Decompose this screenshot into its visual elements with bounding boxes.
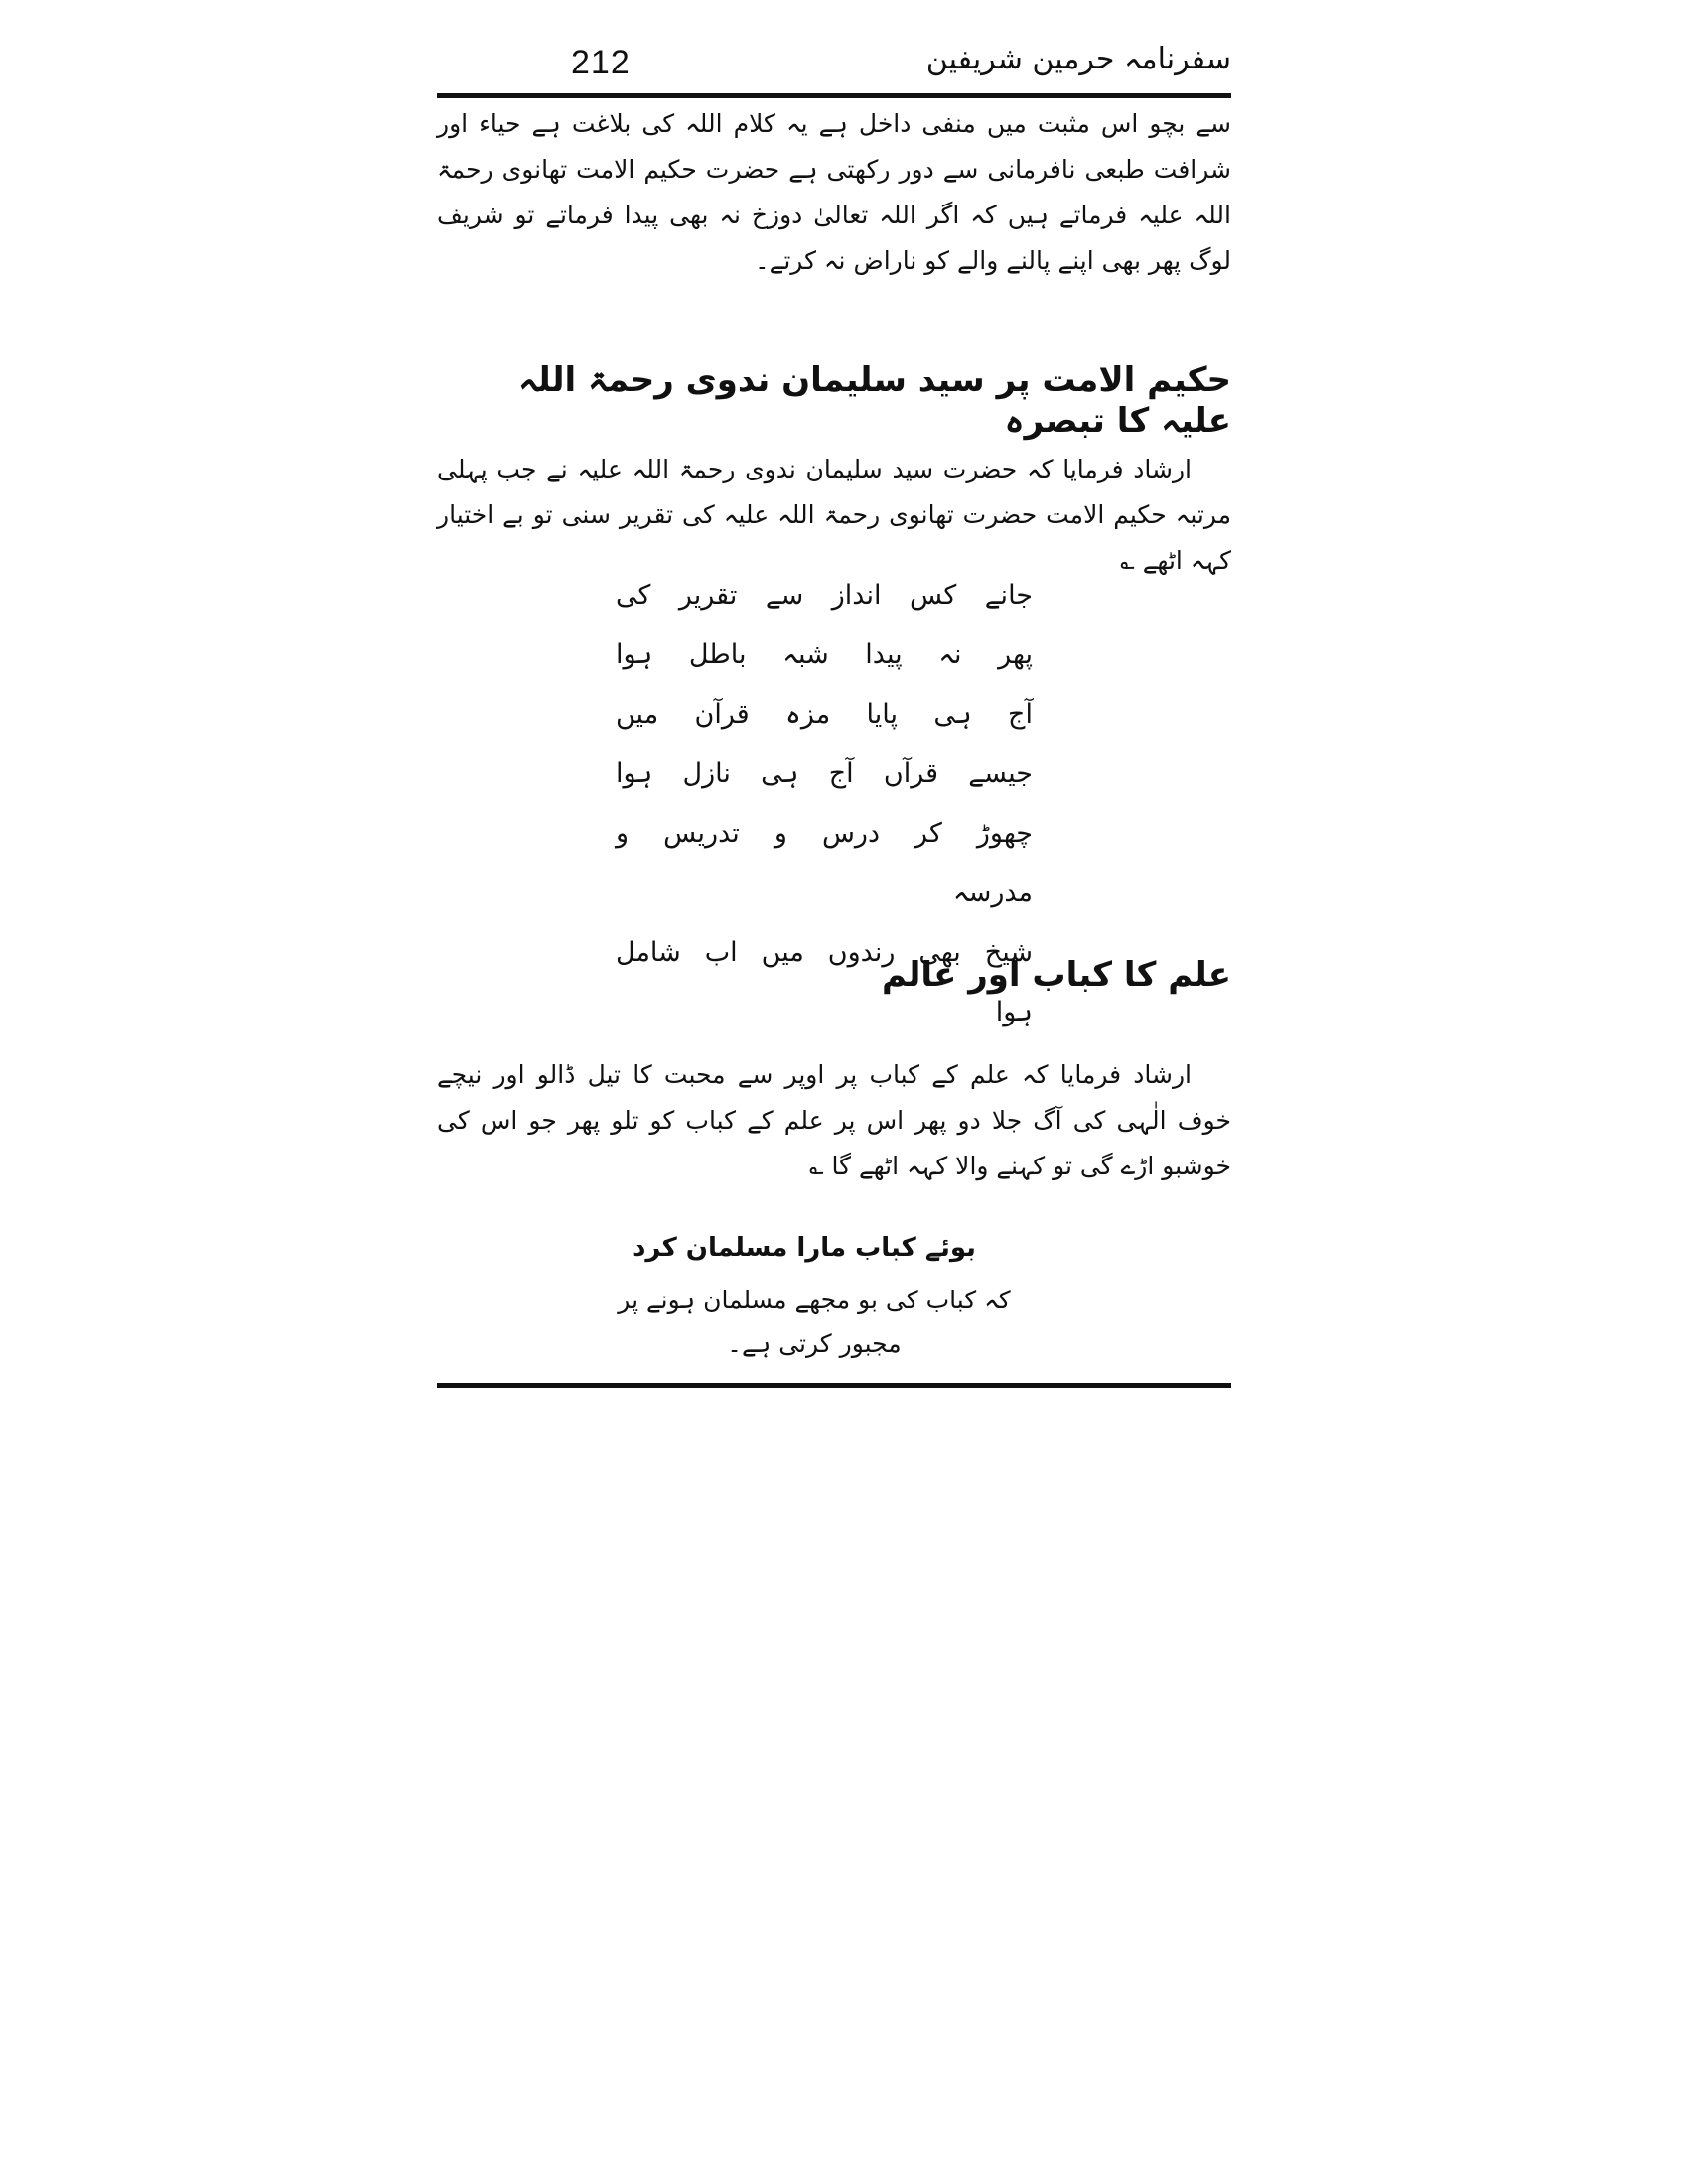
intro-paragraph: سے بچو اس مثبت میں منفی داخل ہے یہ کلام اللہ کی بلاغت ہے حیاء اور شرافت طبعی نافرمانی سے دور رکھتی ہے حضرت حکیم الامت تھانوی رحمۃ اللہ علیہ فرماتے ہیں کہ اگر اللہ تعالیٰ دوزخ نہ بھی پیدا فرماتے تو شریف لوگ پھر بھی اپنے پالنے والے کو ناراض نہ کرتے۔ xyxy=(437,109,1231,275)
footer-rule xyxy=(437,1383,1231,1388)
book-title: سفرنامہ حرمین شریفین xyxy=(925,42,1231,76)
book-page xyxy=(437,40,1231,1410)
page-number: 212 xyxy=(571,44,631,81)
kebab-paragraph: ارشاد فرمایا کہ علم کے کباب پر اوپر سے محبت کا تیل ڈالو اور نیچے خوف الٰہی کی آگ جلا دو پھر اس پر علم کے کباب کو تلو پھر جو اس کی خوشبو اڑے گی تو کہنے والا کہہ اٹھے گا ؎ xyxy=(437,1060,1231,1180)
persian-quote: بوئے کباب مارا مسلمان کرد xyxy=(633,1233,976,1263)
section-heading-nadvi-review: حکیم الامت پر سید سلیمان ندوی رحمۃ اللہ علیہ کا تبصرہ xyxy=(517,360,1231,441)
page-header xyxy=(437,40,1231,91)
poem-line: پھر نہ پیدا شبہ باطل ہوا xyxy=(616,639,1033,670)
poem-line: آج ہی پایا مزہ قرآن میں xyxy=(616,699,1033,730)
poem-line: چھوڑ کر درس و تدریس و مدرسہ xyxy=(616,818,1033,908)
header-rule xyxy=(437,93,1231,98)
poem-line: جانے کس انداز سے تقریر کی xyxy=(616,580,1033,611)
section-heading-knowledge-kebab: علم کا کباب اور عالم xyxy=(881,955,1231,995)
quote-translation: کہ کباب کی بو مجھے مسلمان ہونے پر مجبور کرتی ہے۔ xyxy=(618,1286,1011,1358)
poem-line: شیخ بھی رندوں میں اب شامل ہوا xyxy=(616,937,1033,1027)
poem-line: جیسے قرآں آج ہی نازل ہوا xyxy=(616,758,1033,789)
nadvi-paragraph: ارشاد فرمایا کہ حضرت سید سلیمان ندوی رحمۃ اللہ علیہ نے جب پہلی مرتبہ حکیم الامت حضرت تھانوی رحمۃ اللہ علیہ کی تقریر سنی تو بے اختیار کہہ اٹھے ؎ xyxy=(437,455,1231,575)
